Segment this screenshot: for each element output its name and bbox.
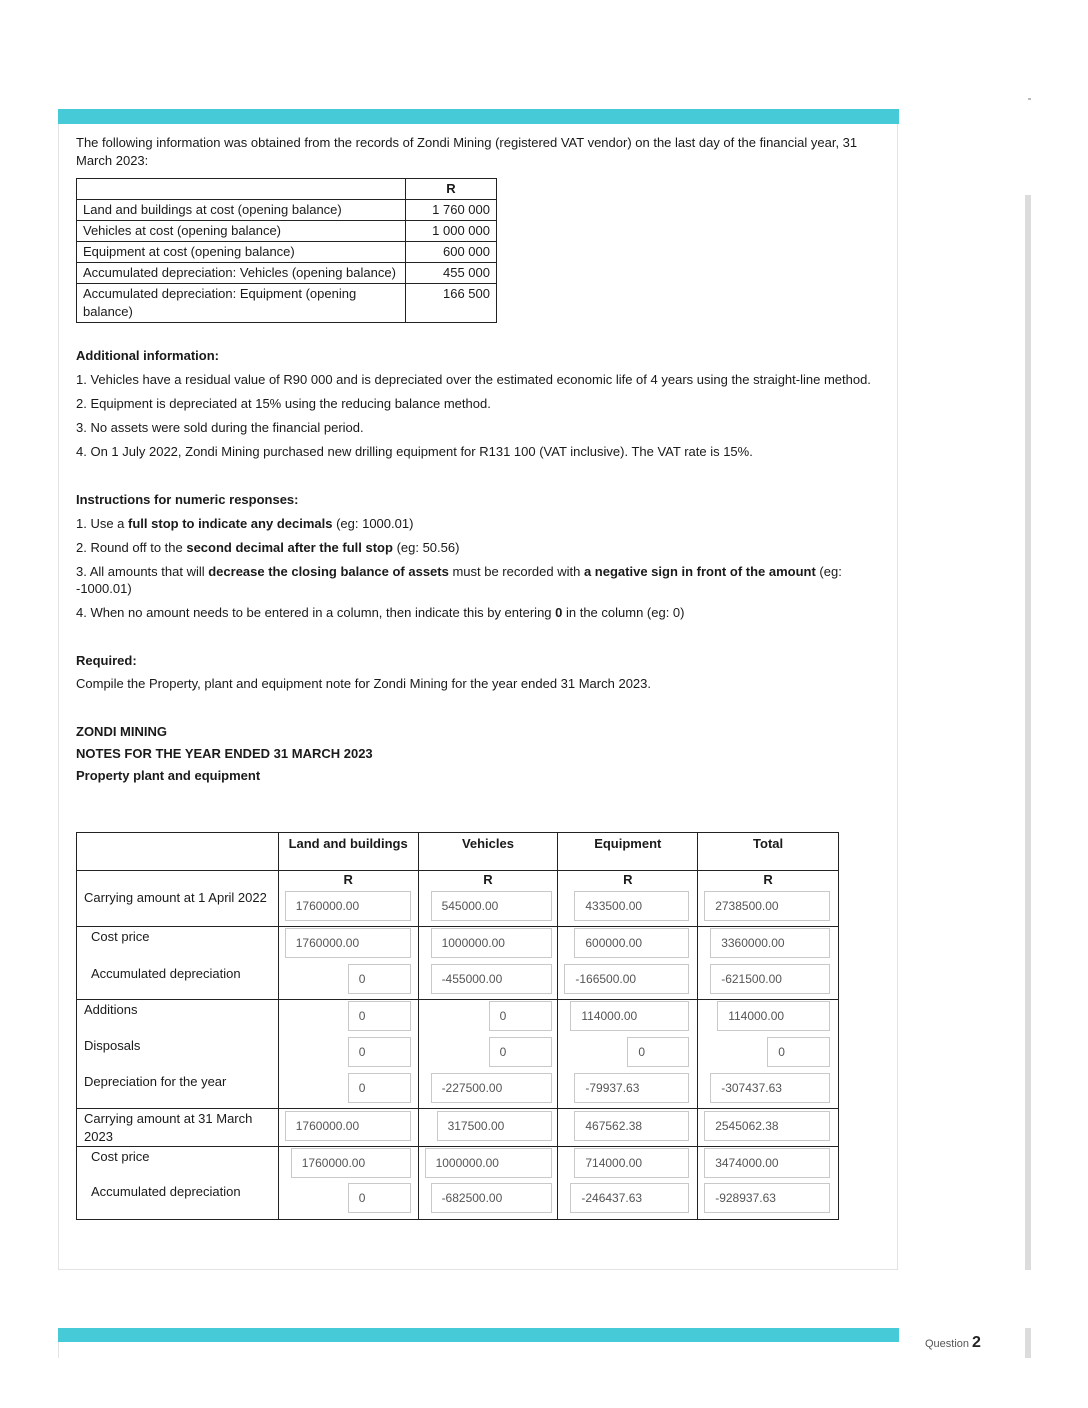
card-edge — [58, 1342, 59, 1358]
row-amount: 166 500 — [406, 284, 497, 323]
instructions-title: Instructions for numeric responses: — [76, 492, 299, 507]
row-label: Accumulated depreciation: Equipment (opening balance) — [77, 284, 406, 323]
closing-land-input[interactable]: 1760000.00 — [285, 1111, 411, 1141]
row-label-opening: Carrying amount at 1 April 2022 — [84, 890, 267, 905]
additions-vehicles-input[interactable]: 0 — [489, 1001, 552, 1031]
depreciation-land-input[interactable]: 0 — [348, 1073, 411, 1103]
opening-balances-table — [76, 178, 497, 323]
opening-cost-land-input[interactable]: 1760000.00 — [285, 928, 411, 958]
additional-item: 3. No assets were sold during the financial period. — [76, 420, 364, 435]
intro-text: The following information was obtained from the records of Zondi Mining (registered VAT vendor) on the last day of the financial year, 31 March 2023: — [76, 135, 858, 168]
closing-vehicles-input[interactable]: 317500.00 — [437, 1111, 552, 1141]
bottom-accent-bar — [58, 1328, 899, 1342]
table-row — [77, 263, 497, 284]
closing-row — [77, 1109, 839, 1147]
row-amount: 1 760 000 — [406, 200, 497, 221]
closing-accdep-land-input[interactable]: 0 — [348, 1183, 411, 1213]
company-name: ZONDI MINING — [76, 724, 167, 739]
table-header-row — [77, 179, 497, 200]
note-heading: NOTES FOR THE YEAR ENDED 31 MARCH 2023 — [76, 746, 373, 761]
required-text: Compile the Property, plant and equipment note for Zondi Mining for the year ended 31 March 2023. — [76, 676, 651, 691]
opening-accdep-equipment-input[interactable]: -166500.00 — [564, 964, 689, 994]
additional-item: 1. Vehicles have a residual value of R90 000 and is depreciated over the estimated economic life of 4 years using the straight-line method. — [76, 372, 871, 387]
question-content — [76, 134, 876, 783]
question-number-label: Question 2 — [925, 1334, 981, 1351]
closing-cost-vehicles-input[interactable]: 1000000.00 — [425, 1148, 552, 1178]
additions-land-input[interactable]: 0 — [348, 1001, 411, 1031]
opening-cost-equipment-input[interactable]: 600000.00 — [574, 928, 689, 958]
table-row — [77, 221, 497, 242]
closing-cost-total-input[interactable]: 3474000.00 — [704, 1148, 830, 1178]
row-label: Equipment at cost (opening balance) — [77, 242, 406, 263]
row-label: Accumulated depreciation: Vehicles (opening balance) — [77, 263, 406, 284]
note-subheading: Property plant and equipment — [76, 768, 261, 783]
opening-total-input[interactable]: 2738500.00 — [704, 891, 830, 921]
opening-detail-row — [77, 927, 839, 1000]
scrollbar-lower[interactable] — [1025, 1328, 1031, 1358]
closing-cost-equipment-input[interactable]: 714000.00 — [574, 1148, 689, 1178]
row-label-cost: Cost price — [91, 929, 150, 944]
depreciation-total-input[interactable]: -307437.63 — [710, 1073, 830, 1103]
closing-cost-land-input[interactable]: 1760000.00 — [291, 1148, 411, 1178]
disposals-land-input[interactable]: 0 — [348, 1037, 411, 1067]
additions-total-input[interactable]: 114000.00 — [717, 1001, 830, 1031]
row-label-disposals: Disposals — [84, 1038, 141, 1053]
opening-accdep-total-input[interactable]: -621500.00 — [710, 964, 830, 994]
currency-label: R — [483, 872, 493, 887]
opening-accdep-land-input[interactable]: 0 — [348, 964, 411, 994]
ppe-note-table — [76, 832, 839, 1220]
table-row — [77, 284, 497, 323]
closing-accdep-total-input[interactable]: -928937.63 — [704, 1183, 830, 1213]
table-row — [77, 242, 497, 263]
row-label: Vehicles at cost (opening balance) — [77, 221, 406, 242]
row-label-cost: Cost price — [91, 1149, 150, 1164]
required-title: Required: — [76, 653, 137, 668]
currency-label: R — [343, 872, 353, 887]
depreciation-vehicles-input[interactable]: -227500.00 — [431, 1073, 552, 1103]
instruction-item: 1. Use a full stop to indicate any decimals (eg: 1000.01) — [76, 516, 414, 531]
disposals-total-input[interactable]: 0 — [767, 1037, 830, 1067]
disposals-equipment-input[interactable]: 0 — [627, 1037, 689, 1067]
row-amount: 455 000 — [406, 263, 497, 284]
table-row — [77, 200, 497, 221]
row-label: Land and buildings at cost (opening balance) — [77, 200, 406, 221]
closing-equipment-input[interactable]: 467562.38 — [574, 1111, 689, 1141]
row-amount: 600 000 — [406, 242, 497, 263]
movements-row — [77, 1000, 839, 1109]
closing-detail-row — [77, 1147, 839, 1220]
instruction-item: 3. All amounts that will decrease the closing balance of assets must be recorded with a negative sign in front of the amount (eg: -1000.01) — [76, 564, 842, 596]
column-header-vehicles: Vehicles — [418, 833, 558, 871]
row-label-accdep: Accumulated depreciation — [91, 1184, 241, 1199]
column-header-row — [77, 833, 839, 871]
additional-item: 2. Equipment is depreciated at 15% using the reducing balance method. — [76, 396, 491, 411]
opening-accdep-vehicles-input[interactable]: -455000.00 — [431, 964, 552, 994]
additional-item: 4. On 1 July 2022, Zondi Mining purchased new drilling equipment for R131 100 (VAT inclusive). The VAT rate is 15%. — [76, 444, 753, 459]
depreciation-equipment-input[interactable]: -79937.63 — [574, 1073, 689, 1103]
opening-cost-total-input[interactable]: 3360000.00 — [710, 928, 830, 958]
additions-equipment-input[interactable]: 114000.00 — [570, 1001, 689, 1031]
opening-land-input[interactable]: 1760000.00 — [285, 891, 411, 921]
question-number: 2 — [972, 1334, 981, 1351]
corner-mark — [1028, 98, 1031, 100]
column-header-land: Land and buildings — [278, 833, 418, 871]
column-header-equipment: Equipment — [558, 833, 698, 871]
row-label-accdep: Accumulated depreciation — [91, 966, 241, 981]
column-header-total: Total — [698, 833, 839, 871]
row-label-depreciation: Depreciation for the year — [84, 1074, 227, 1089]
row-label-additions: Additions — [84, 1002, 138, 1017]
instruction-item: 2. Round off to the second decimal after the full stop (eg: 50.56) — [76, 540, 460, 555]
closing-accdep-vehicles-input[interactable]: -682500.00 — [431, 1183, 552, 1213]
closing-total-input[interactable]: 2545062.38 — [704, 1111, 830, 1141]
scrollbar[interactable] — [1025, 195, 1031, 1270]
currency-header: R — [406, 179, 497, 200]
closing-accdep-equipment-input[interactable]: -246437.63 — [570, 1183, 689, 1213]
disposals-vehicles-input[interactable]: 0 — [489, 1037, 552, 1067]
row-label-closing: Carrying amount at 31 March 2023 — [84, 1111, 253, 1144]
top-accent-bar — [58, 109, 899, 124]
opening-equipment-input[interactable]: 433500.00 — [574, 891, 689, 921]
currency-label: R — [623, 872, 633, 887]
row-amount: 1 000 000 — [406, 221, 497, 242]
instruction-item: 4. When no amount needs to be entered in a column, then indicate this by entering 0 in the column (eg: 0) — [76, 605, 685, 620]
currency-label: R — [763, 872, 773, 887]
opening-row — [77, 871, 839, 927]
opening-vehicles-input[interactable]: 545000.00 — [431, 891, 552, 921]
opening-cost-vehicles-input[interactable]: 1000000.00 — [431, 928, 552, 958]
additional-info-title: Additional information: — [76, 348, 219, 363]
